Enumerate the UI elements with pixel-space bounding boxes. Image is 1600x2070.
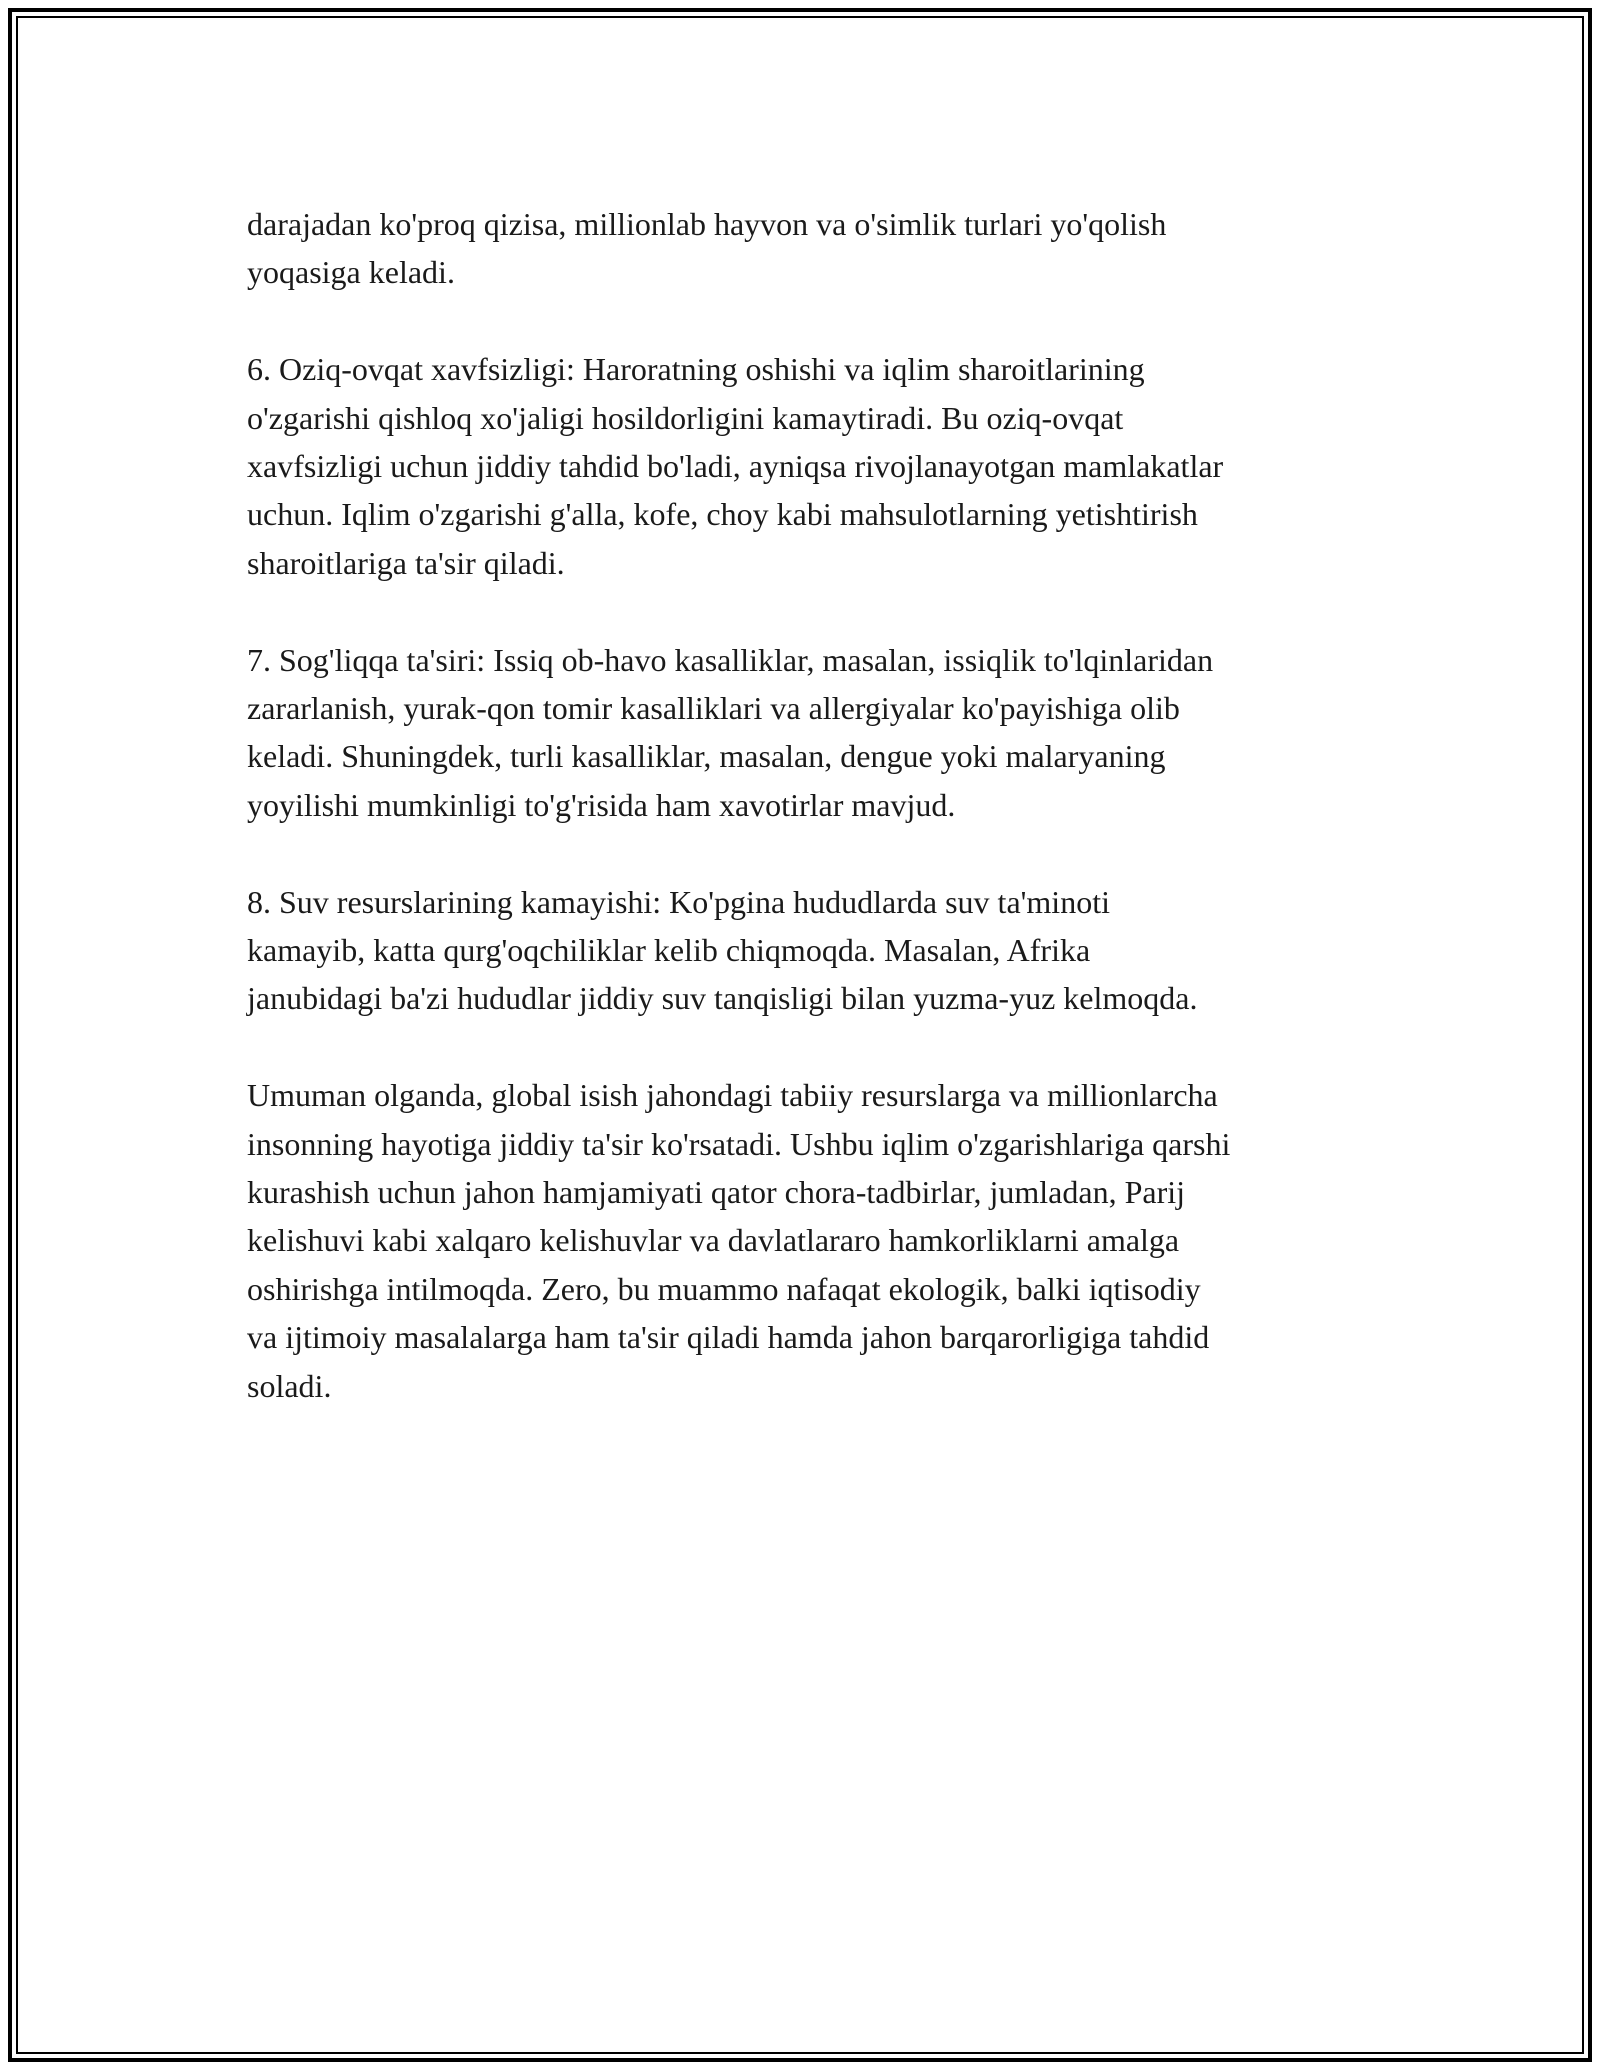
paragraph-food-security: 6. Oziq-ovqat xavfsizligi: Haroratning oshishi va iqlim sharoitlarining o'zgarishi qishloq xo'jaligi hosildorligini kamaytiradi. Bu oziq-ovqat xavfsizligi uchun jiddiy tahdid bo'ladi, ayniqsa rivojlanayotgan mamlakatlar uchun. Iqlim o'zgarishi g'alla, kofe, choy kabi mahsulotlarning yetishtirish sharoitlariga ta'sir qiladi. bbox=[247, 351, 1224, 581]
page-border bbox=[8, 8, 1592, 2062]
paragraph-water-resources: 8. Suv resurslarining kamayishi: Ko'pgina hududlarda suv ta'minoti kamayib, katta qurg'oqchiliklar kelib chiqmoqda. Masalan, Afrika janubidagi ba'zi hududlar jiddiy suv tanqisligi bilan yuzma-yuz kelmoqda. bbox=[247, 883, 1198, 1017]
paragraph-continuation: darajadan ko'proq qizisa, millionlab hayvon va o'simlik turlari yo'qolish yoqasiga keladi. bbox=[247, 206, 1167, 291]
document-body bbox=[247, 200, 1382, 1410]
paragraph-conclusion: Umuman olganda, global isish jahondagi tabiiy resurslarga va millionlarcha insonning hayotiga jiddiy ta'sir ko'rsatadi. Ushbu iqlim o'zgarishlariga qarshi kurashish uchun jahon hamjamiyati qator chora-tadbirlar, jumladan, Parij kelishuvi kabi xalqaro kelishuvlar va davlatlararo hamkorliklarni amalga oshirishga intilmoqda. Zero, bu muammo nafaqat ekologik, balki iqtisodiy va ijtimoiy masalalarga ham ta'sir qiladi hamda jahon barqarorligiga tahdid soladi. bbox=[247, 1077, 1231, 1404]
paragraph-health-impact: 7. Sog'liqqa ta'siri: Issiq ob-havo kasalliklar, masalan, issiqlik to'lqinlaridan zararlanish, yurak-qon tomir kasalliklari va allergiyalar ko'payishiga olib keladi. Shuningdek, turli kasalliklar, masalan, dengue yoki malaryaning yoyilishi mumkinligi to'g'risida ham xavotirlar mavjud. bbox=[247, 641, 1214, 823]
